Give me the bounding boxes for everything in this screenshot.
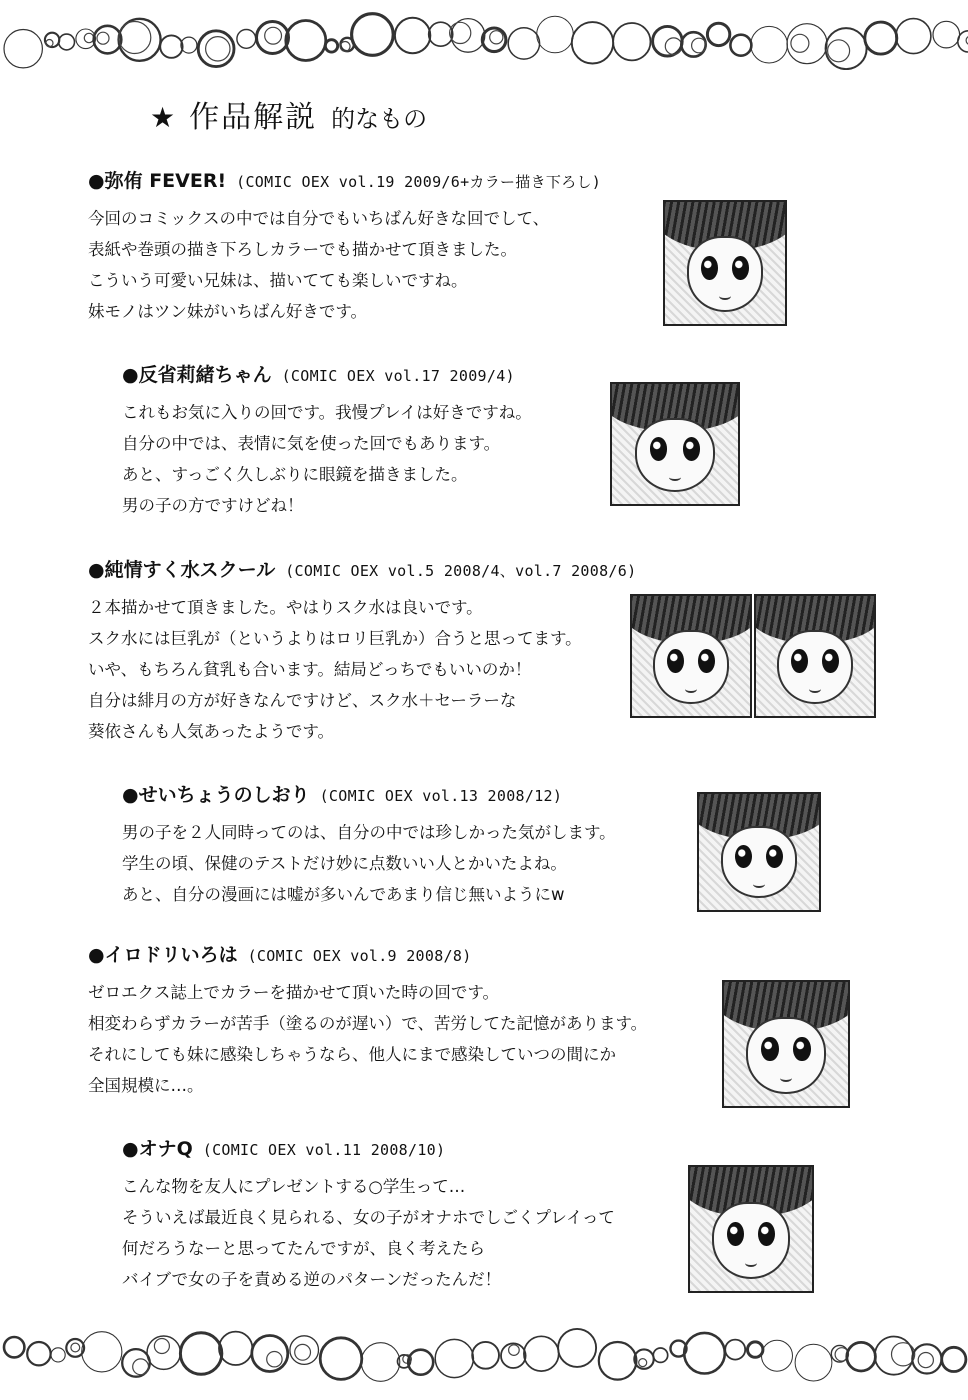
thumbnail-illustration: [610, 382, 740, 506]
body-line: 妹モノはツン妹がいちばん好きです。: [88, 302, 368, 321]
top-circle-border: [0, 0, 968, 70]
entry-title: ●純情すく水スクール: [88, 559, 276, 581]
border-circle: [665, 38, 682, 55]
body-line: こんな物を友人にプレゼントする○学生って…: [122, 1177, 466, 1196]
border-circle: [748, 1342, 763, 1357]
border-circle: [71, 1343, 80, 1352]
entry-body: [88, 592, 636, 747]
body-line: あと、すっごく久しぶりに眼鏡を描きました。: [122, 465, 468, 484]
body-line: 表紙や巻頭の描き下ろしカラーでも描かせて頂きました。: [88, 240, 517, 259]
entry-title: ●イロドリいろは: [88, 944, 238, 966]
body-line: 全国規模に…。: [88, 1076, 204, 1095]
border-circle: [51, 1348, 65, 1362]
thumbnail-illustration: [688, 1165, 814, 1293]
entry-body: [88, 203, 601, 327]
body-line: 今回のコミックスの中では自分でもいちばん好きな回でして、: [88, 209, 550, 228]
border-circle: [847, 1342, 876, 1371]
border-circle: [681, 32, 705, 56]
border-circle: [537, 16, 574, 53]
border-circle: [826, 28, 867, 69]
border-circle: [572, 22, 613, 63]
border-circle: [265, 27, 282, 44]
entry-source: (COMIC OEX vol.17 2009/4): [281, 367, 515, 385]
entry-yayu-fever: [88, 166, 601, 327]
border-circle: [933, 21, 960, 48]
border-circle: [267, 1352, 282, 1367]
border-circle: [237, 30, 256, 49]
entry-junjou-sukumizu: [88, 555, 636, 747]
heading-title: 作品解説: [189, 100, 318, 135]
body-line: 学生の頃、保健のテストだけ妙に点数いい人とかいたよね。: [122, 854, 567, 873]
entry-source: (COMIC OEX vol.13 2008/12): [319, 787, 563, 805]
body-line: バイブで女の子を責める逆のパターンだったんだ！: [122, 1270, 502, 1289]
border-circle: [435, 1339, 473, 1377]
body-line: ２本描かせて頂きました。やはりスク水は良いです。: [88, 598, 483, 617]
border-circle: [408, 1350, 433, 1375]
entry-title: ●弥侑 FEVER!: [88, 170, 227, 192]
border-circle: [684, 1333, 725, 1374]
entry-body: [88, 977, 647, 1101]
border-circle: [762, 1340, 793, 1371]
entry-seichou-no-shiori: [122, 780, 616, 910]
entry-title-row: [122, 780, 616, 807]
entry-irodori-iroha: [88, 940, 647, 1101]
body-line: スク水には巨乳が（というよりはロリ巨乳か）合うと思ってます。: [88, 629, 582, 648]
body-line: 男の子を２人同時ってのは、自分の中では珍しかった気がします。: [122, 823, 616, 842]
border-circle: [82, 1332, 122, 1372]
entry-source: (COMIC OEX vol.19 2009/6+カラー描き下ろし): [236, 173, 602, 191]
border-circle: [59, 34, 75, 50]
border-circle: [918, 1353, 933, 1368]
border-circle: [490, 31, 503, 44]
border-circle: [257, 22, 289, 54]
thumbnail-illustration: [722, 980, 850, 1108]
border-circle: [119, 22, 151, 54]
border-circle: [361, 1343, 400, 1382]
border-circle: [94, 26, 122, 54]
border-circle: [892, 1343, 915, 1366]
thumbnail-illustration: [697, 792, 821, 912]
border-circle: [472, 1342, 499, 1369]
body-line: あと、自分の漫画には嘘が多いんであまり信じ無いようにw: [122, 885, 565, 904]
thumbnail-illustration-left: [630, 594, 752, 718]
entry-title-row: [88, 555, 636, 582]
body-line: ゼロエクス誌上でカラーを描かせて頂いた時の回です。: [88, 983, 500, 1002]
body-line: 葵依さんも人気あったようです。: [88, 722, 335, 741]
border-circle: [613, 23, 650, 60]
entry-source: (COMIC OEX vol.9 2008/8): [247, 947, 472, 965]
border-circle: [828, 40, 850, 62]
border-circle: [27, 1342, 50, 1365]
border-circle: [154, 1339, 169, 1354]
body-line: 自分の中では、表情に気を使った回でもあります。: [122, 434, 501, 453]
border-circle: [509, 1345, 520, 1356]
body-line: 相変わらずカラーが苦手（塗るのが遅い）で、苦労してた記憶があります。: [88, 1014, 648, 1033]
border-circle: [133, 1359, 149, 1375]
thumbnail-illustration: [663, 200, 787, 326]
body-line: 何だろうなーと思ってたんですが、良く考えたら: [122, 1239, 485, 1258]
border-circle: [286, 21, 326, 61]
entry-source: (COMIC OEX vol.5 2008/4、vol.7 2008/6): [285, 562, 637, 580]
body-line: これもお気に入りの回です。我慢プレイは好きですね。: [122, 403, 532, 422]
body-line: 自分は緋月の方が好きなんですけど、スク水＋セーラーな: [88, 691, 517, 710]
border-circle: [160, 35, 182, 57]
circle-border-pattern: [0, 1325, 968, 1395]
entry-body: [122, 397, 532, 521]
border-circle: [795, 1344, 832, 1381]
heading-subtitle: 的なもの: [331, 105, 428, 133]
border-circle: [508, 28, 539, 59]
border-circle: [730, 35, 751, 56]
body-line: それにしても妹に感染しちゃうなら、他人にまで感染していつの間にか: [88, 1045, 616, 1064]
border-circle: [219, 1332, 252, 1365]
entry-hansei-rio: [122, 360, 532, 521]
body-line: そういえば最近良く見られる、女の子がオナホでしごくプレイって: [122, 1208, 615, 1227]
border-circle: [320, 1338, 362, 1380]
border-circle: [180, 1333, 221, 1374]
entry-source: (COMIC OEX vol.11 2008/10): [202, 1141, 446, 1159]
entry-title: ●オナQ: [122, 1138, 193, 1160]
thumbnail-illustration-right: [754, 594, 876, 718]
border-circle: [4, 30, 42, 68]
entry-title-row: [122, 1134, 615, 1161]
border-circle: [653, 1348, 667, 1362]
border-circle: [875, 1337, 913, 1375]
entry-title: ●反省莉緒ちゃん: [122, 364, 272, 386]
border-circle: [942, 1347, 966, 1371]
bottom-circle-border: [0, 1325, 968, 1395]
border-circle: [787, 24, 827, 64]
entry-body: [122, 817, 616, 910]
border-circle: [707, 23, 729, 45]
entry-title-row: [88, 940, 647, 967]
border-circle: [325, 40, 337, 52]
entry-body: [122, 1171, 615, 1295]
border-circle: [751, 26, 788, 63]
border-circle: [912, 1344, 941, 1373]
border-circle: [4, 1337, 24, 1357]
border-circle: [295, 1344, 311, 1360]
entry-title-row: [122, 360, 532, 387]
border-circle: [725, 1340, 745, 1360]
border-circle: [352, 14, 394, 56]
border-circle: [791, 34, 809, 52]
body-line: 男の子の方ですけどね！: [122, 496, 304, 515]
border-circle: [97, 32, 109, 44]
border-circle: [395, 18, 430, 53]
border-circle: [524, 1336, 559, 1371]
border-circle: [206, 37, 230, 61]
entry-title-row: [88, 166, 601, 193]
entry-ona-q: [122, 1134, 615, 1295]
circle-border-pattern: [0, 0, 968, 70]
body-line: こういう可愛い兄妹は、描いてても楽しいですね。: [88, 271, 468, 290]
border-circle: [692, 38, 707, 53]
border-circle: [639, 1359, 647, 1367]
entry-title: ●せいちょうのしおり: [122, 784, 310, 806]
border-circle: [558, 1329, 596, 1367]
border-circle: [84, 33, 93, 42]
border-circle: [599, 1342, 637, 1380]
page-heading: [150, 92, 427, 136]
body-line: いや、もちろん貧乳も合います。結局どっちでもいいのか！: [88, 660, 532, 679]
border-circle: [896, 19, 931, 54]
star-icon: ★: [150, 101, 176, 134]
border-circle: [865, 22, 897, 54]
